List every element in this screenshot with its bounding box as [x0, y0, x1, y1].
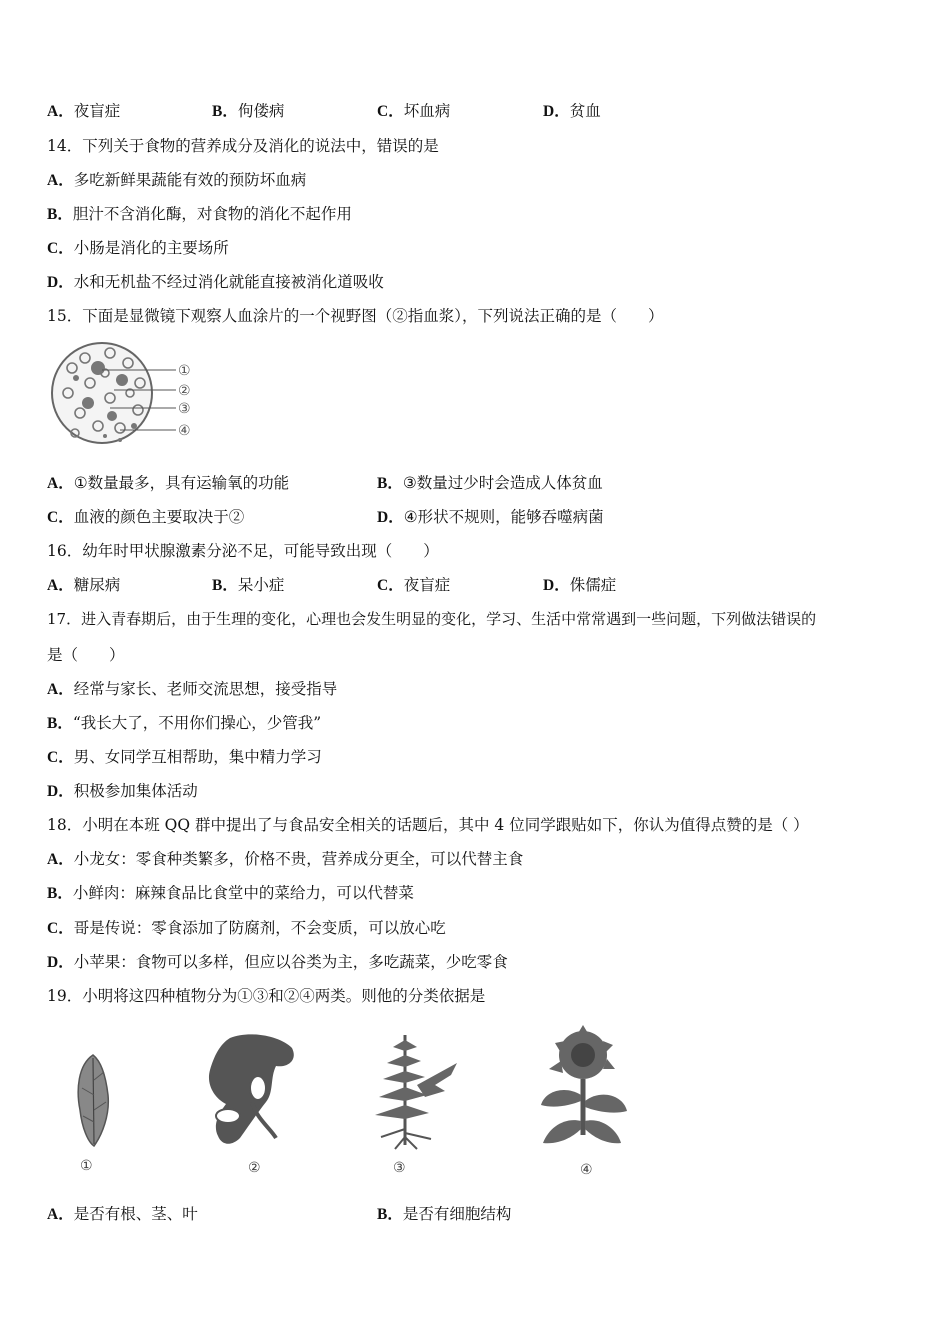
- q15-option-c: C．血液的颜色主要取决于②: [47, 508, 245, 526]
- q17-option-d: D．积极参加集体活动: [47, 782, 198, 800]
- q14-option-c: C．小肠是消化的主要场所: [47, 239, 229, 257]
- figure-label-4: ④: [178, 423, 191, 439]
- q14-option-d: D．水和无机盐不经过消化就能直接被消化道吸收: [47, 273, 384, 291]
- q17-stem-line2: 是（ ）: [47, 646, 125, 664]
- q18-option-a: A．小龙女：零食种类繁多，价格不贵，营养成分更全，可以代替主食: [47, 850, 524, 868]
- figure-label-3: ③: [178, 401, 191, 417]
- q16-option-d: D．侏儒症: [543, 576, 617, 594]
- figure-label-2: ②: [178, 383, 191, 399]
- plant-label-1: ①: [80, 1158, 93, 1174]
- q15-option-a: A．①数量最多，具有运输氧的功能: [47, 474, 290, 492]
- q15-option-b: B．③数量过少时会造成人体贫血: [377, 474, 603, 492]
- q16-option-b: B．呆小症: [212, 576, 285, 594]
- q18-option-b: B．小鲜肉：麻辣食品比食堂中的菜给力，可以代替菜: [47, 884, 414, 902]
- q17-option-c: C．男、女同学互相帮助，集中精力学习: [47, 748, 322, 766]
- q14-stem: 14．下列关于食物的营养成分及消化的说法中，错误的是: [47, 137, 439, 155]
- q17-stem-line1: 17．进入青春期后，由于生理的变化，心理也会发生明显的变化，学习、生活中常常遇到一些问题，下列做法错误的: [47, 610, 817, 628]
- q13-option-a: A．夜盲症: [47, 102, 121, 120]
- plant-4-flower-image: [535, 1025, 635, 1157]
- q19-stem: 19．小明将这四种植物分为①③和②④两类。则他的分类依据是: [47, 987, 486, 1005]
- q15-stem: 15．下面是显微镜下观察人血涂片的一个视野图（②指血浆），下列说法正确的是（ ）: [47, 307, 664, 325]
- q16-stem: 16．幼年时甲状腺激素分泌不足，可能导致出现（ ）: [47, 542, 439, 560]
- plant-1-moss-image: [68, 1050, 118, 1150]
- q14-option-b: B．胆汁不含消化酶，对食物的消化不起作用: [47, 205, 352, 223]
- q19-option-a: A．是否有根、茎、叶: [47, 1205, 198, 1223]
- q18-option-d: D．小苹果：食物可以多样，但应以谷类为主，多吃蔬菜，少吃零食: [47, 953, 508, 971]
- q18-stem: 18．小明在本班 QQ 群中提出了与食品安全相关的话题后，其中 4 位同学跟贴如下，你认为值得点赞的是（ ）: [47, 816, 809, 834]
- q13-option-d: D．贫血: [543, 102, 601, 120]
- plant-label-2: ②: [248, 1160, 261, 1176]
- q16-option-a: A．糖尿病: [47, 576, 121, 594]
- q13-option-c: C．坏血病: [377, 102, 451, 120]
- q16-option-c: C．夜盲症: [377, 576, 451, 594]
- plant-2-image: [200, 1028, 300, 1153]
- figure-label-1: ①: [178, 363, 191, 379]
- q13-option-b: B．佝偻病: [212, 102, 285, 120]
- q19-option-b: B．是否有细胞结构: [377, 1205, 512, 1223]
- q15-option-d: D．④形状不规则，能够吞噬病菌: [377, 508, 604, 526]
- plant-3-fern-image: [365, 1025, 465, 1155]
- q17-option-b: B．“我长大了，不用你们操心，少管我”: [47, 714, 322, 732]
- blood-smear-figure: [50, 338, 210, 458]
- q18-option-c: C．哥是传说：零食添加了防腐剂，不会变质，可以放心吃: [47, 919, 446, 937]
- plant-label-3: ③: [393, 1160, 406, 1176]
- q14-option-a: A．多吃新鲜果蔬能有效的预防坏血病: [47, 171, 307, 189]
- plant-label-4: ④: [580, 1162, 593, 1178]
- q17-option-a: A．经常与家长、老师交流思想，接受指导: [47, 680, 338, 698]
